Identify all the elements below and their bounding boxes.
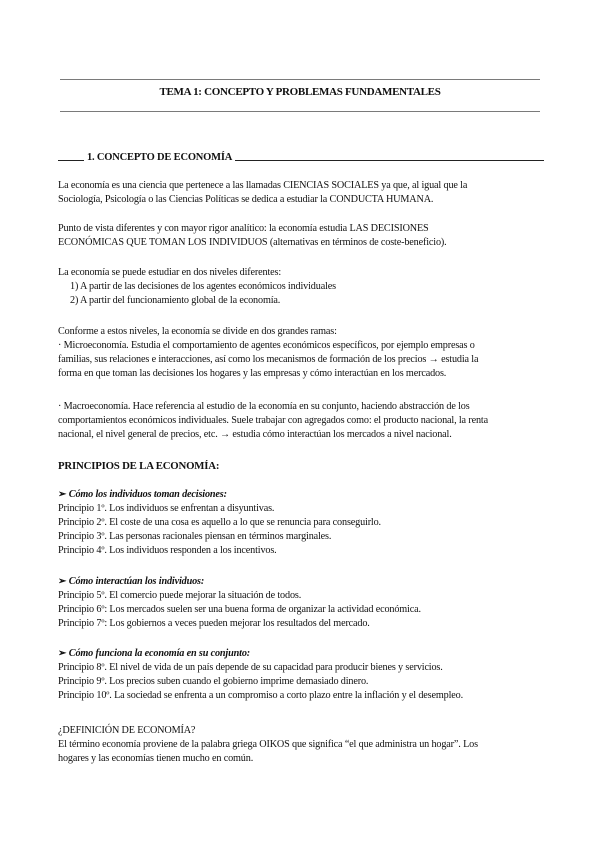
principle-item: Principio 5º. El comercio puede mejorar la situación de todos.: [58, 590, 302, 601]
definition-section: [58, 724, 548, 766]
principle-item: Principio 7º: Los gobiernos a veces pueden mejorar los resultados del mercado.: [58, 618, 370, 629]
heading-underline-lead: [58, 160, 84, 161]
group-title-text: Cómo los individuos toman decisiones:: [68, 489, 227, 500]
branches-paragraph: [58, 325, 548, 381]
viewpoint-paragraph: [58, 222, 548, 250]
principle-item: Principio 4º. Los individuos responden a los incentivos.: [58, 545, 277, 556]
levels-paragraph: [58, 266, 548, 308]
definition-question: ¿DEFINICIÓN DE ECONOMÍA?: [58, 725, 196, 736]
text-line: La economía es una ciencia que pertenece a las llamadas CIENCIAS SOCIALES ya que, al igual que la: [58, 180, 468, 191]
section-heading-label: 1. CONCEPTO DE ECONOMÍA: [87, 152, 233, 163]
principle-item: Principio 3º. Las personas racionales piensan en términos marginales.: [58, 531, 332, 542]
section-heading: [58, 149, 544, 163]
list-item: 2) A partir del funcionamiento global de la economía.: [70, 295, 281, 306]
list-item: 1) A partir de las decisiones de los agentes económicos individuales: [70, 281, 336, 292]
text-line: forma en que toman las decisiones los hogares y las empresas y cómo interactúan en los mercados.: [58, 368, 447, 379]
principle-item: Principio 9º. Los precios suben cuando el gobierno imprime demasiado dinero.: [58, 676, 369, 687]
principles-heading: PRINCIPIOS DE LA ECONOMÍA:: [58, 460, 220, 472]
text-line: Punto de vista diferentes y con mayor rigor analítico: la economía estudia LAS DECISIONES: [58, 223, 429, 234]
group-title-text: Cómo funciona la economía en su conjunto:: [68, 648, 251, 659]
heading-underline-tail: [235, 160, 544, 161]
principle-item: Principio 1º. Los individuos se enfrentan a disyuntivas.: [58, 503, 275, 514]
text-line: hogares y las economías tienen mucho en común.: [58, 753, 254, 764]
principles-group: [58, 647, 548, 703]
title-rule-top: [60, 79, 540, 80]
arrowhead-bullet-icon: ➢: [58, 648, 67, 659]
text-line: Sociología, Psicología o las Ciencias Políticas se dedica a estudiar la CONDUCTA HUMANA.: [58, 194, 434, 205]
group-title: [58, 488, 548, 502]
intro-paragraph: [58, 179, 548, 207]
text-line: familias, sus relaciones e interacciones, así como los mecanismos de formación de los precios → estudia la: [58, 354, 479, 365]
principle-item: Principio 6º: Los mercados suelen ser una buena forma de organizar la actividad económica.: [58, 604, 421, 615]
text-line: · Microeconomía. Estudia el comportamiento de agentes económicos específicos, por ejemplo empresas o: [58, 340, 475, 351]
group-title: [58, 647, 548, 661]
principle-item: Principio 2º. El coste de una cosa es aquello a lo que se renuncia para conseguirlo.: [58, 517, 381, 528]
arrowhead-bullet-icon: ➢: [58, 489, 67, 500]
text-line: El término economía proviene de la palabra griega OIKOS que significa “el que administra un hogar”. Los: [58, 739, 478, 750]
text-line: comportamientos económicos individuales. Suele trabajar con agregados como: el producto nacional, la renta: [58, 415, 488, 426]
arrowhead-bullet-icon: ➢: [58, 576, 67, 587]
title-rule-bottom: [60, 111, 540, 112]
text-line: Conforme a estos niveles, la economía se divide en dos grandes ramas:: [58, 326, 337, 337]
group-title: [58, 575, 548, 589]
macro-paragraph: [58, 400, 548, 442]
text-line: ECONÓMICAS QUE TOMAN LOS INDIVIDUOS (alternativas en términos de coste-beneficio).: [58, 237, 447, 248]
text-line: nacional, el nivel general de precios, etc. → estudia cómo interactúan los mercados a nivel nacional.: [58, 429, 452, 440]
principle-item: Principio 8º. El nivel de vida de un país depende de su capacidad para producir bienes y servicios.: [58, 662, 443, 673]
principles-group: [58, 575, 548, 631]
principles-group: [58, 488, 548, 558]
principle-item: Principio 10º. La sociedad se enfrenta a un compromiso a corto plazo entre la inflación y el desempleo.: [58, 690, 463, 701]
page-title: TEMA 1: CONCEPTO Y PROBLEMAS FUNDAMENTALES: [159, 86, 441, 98]
text-line: · Macroeconomía. Hace referencia al estudio de la economía en su conjunto, haciendo abstracción de los: [58, 401, 470, 412]
group-title-text: Cómo interactúan los individuos:: [68, 576, 205, 587]
text-line: La economía se puede estudiar en dos niveles diferentes:: [58, 267, 281, 278]
